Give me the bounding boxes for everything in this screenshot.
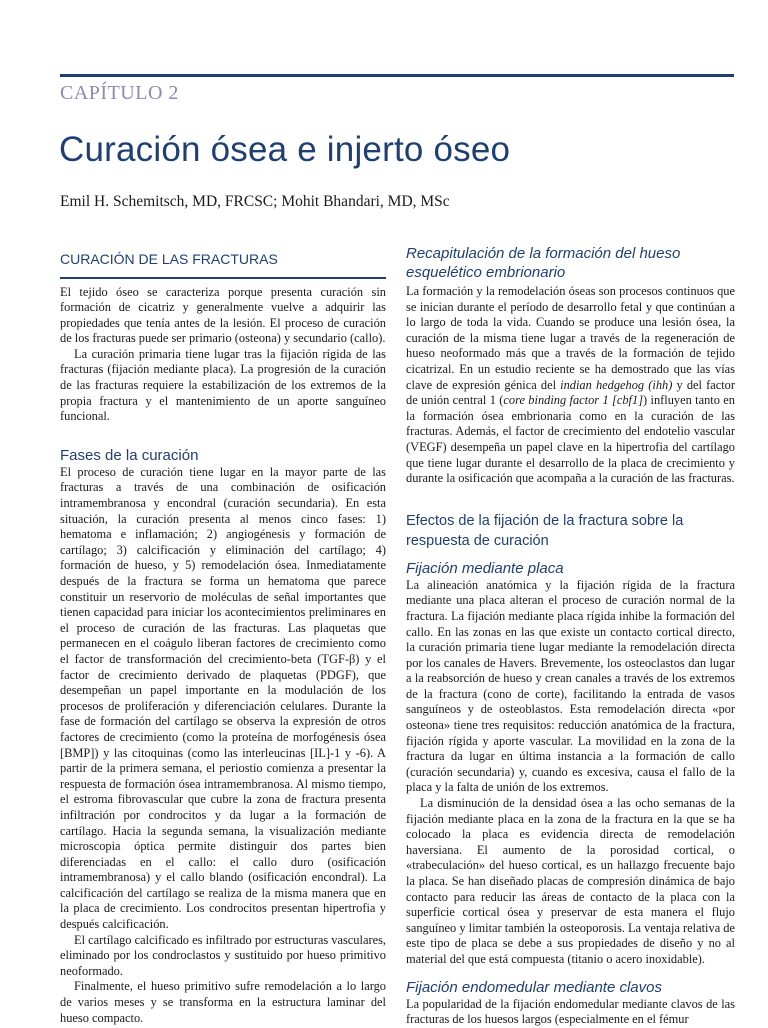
paragraph-recapitulation — [406, 284, 735, 487]
subsection-title-recapitulation: Recapitulación de la formación del hueso esquelético embrionario — [406, 245, 681, 281]
section-title-fracture-healing: CURACIÓN DE LAS FRACTURAS — [60, 251, 278, 267]
paragraph-intro: El tejido óseo se caracteriza porque presenta curación sin formación de cicatriz y generalmente vuelve a adquirir las propiedades que tenía antes de la lesión. El proceso de curación de los fracturas puede ser primario (osteona) y secundario (callo). — [60, 284, 386, 346]
page-title: Curación ósea e injerto óseo — [59, 130, 511, 169]
authors: Emil H. Schemitsch, MD, FRCSC; Mohit Bhandari, MD, MSc — [60, 193, 450, 210]
right-column — [406, 244, 735, 1028]
chapter-label: CAPÍTULO 2 — [60, 82, 179, 104]
paragraph-recapitulation-part-1: La formación y la remodelación óseas son procesos continuos que se inician durante el período de desarrollo fetal y que continúan a lo largo de toda la vida. Cuando se produce una lesión ósea, la curación de la misma tiene lugar a través de la regeneración de hueso neoformado más que a través de la formación de tejido cicatrizal. En un estudio reciente se ha demostrado que las vías clave de expresión génica del — [406, 284, 735, 392]
left-column — [60, 244, 386, 1026]
paragraph-primary-healing: La curación primaria tiene lugar tras la fijación rígida de las fracturas (fijación mediante placa). La progresión de la curación de las fracturas requiere la estabilización de los extremos de la propia fractura y el mantenimiento de un aporte sanguíneo funcional. — [60, 346, 386, 424]
paragraph-recapitulation-part-3: ) influyen tanto en la formación ósea embrionaria como en la curación de las fracturas. Además, el factor de crecimiento del endotelio vascular (VEGF) desempeña un papel clave en la hipertrofia del cartílago que tiene lugar durante el desarrollo de la placa de crecimiento y durante la osificación que acompaña a la curación de las fracturas. — [406, 393, 736, 486]
gene-name-cbf1: core binding factor 1 [cbf1] — [503, 393, 644, 408]
paragraph-bone-density: La disminución de la densidad ósea a las ocho semanas de la fijación mediante placa en la zona de la fractura en la que se ha colocado la placa es evidencia directa de remodelación haversiana. El aumento de la porosidad cortical, o «trabeculación» del hueso cortical, es un hallazgo frecuente bajo la placa. Se han diseñado placas de compresión dinámica de bajo contacto para reducir las áreas de contacto de la placa con la superficie cortical ósea y preservar de esta manera el flujo sanguíneo y limitar también la osteoporosis. La ventaja relativa de este tipo de placa se debe a sus propiedades de diseño y no al material del que está compuesta (titanio o acero inoxidable). — [406, 796, 735, 966]
paragraph-calcified-cartilage: El cartílago calcificado es infiltrado por estructuras vasculares, eliminado por los condroclastos y sustituido por hueso primitivo neoformado. — [60, 932, 386, 978]
gene-name-ihh: indian hedgehog (ihh) — [560, 377, 673, 392]
subsection-title-intramedullary: Fijación endomedular mediante clavos — [406, 978, 662, 996]
section-title-fixation-effects: Efectos de la fijación de la fractura sobre la respuesta de curación — [406, 512, 684, 549]
top-rule — [60, 74, 734, 77]
paragraph-plate-fixation: La alineación anatómica y la fijación rígida de la fractura mediante una placa alteran el proceso de curación normal de la fractura. La fijación mediante placa rígida inhibe la formación del callo. En las zonas en las que existe un contacto cortical directo, la curación primaria tiene lugar mediante la remodelación directa por los canales de Havers. Brevemente, los osteoclastos dan lugar a la reabsorción de hueso y crean canales a través de los extremos de la fractura (cono de corte), facilitando la entrada de vasos sanguíneos y de osteoblastos. Esta remodelación directa «por osteona» tiene tres requisitos: reducción anatómica de la fractura, fijación rígida y aporte vascular. La movilidad en la zona de la fractura da lugar en última instancia a la formación de callo (curación secundaria) y, cuando es excesiva, causa el fallo de la placa y la falta de unión de los extremos. — [406, 577, 735, 795]
paragraph-phases: El proceso de curación tiene lugar en la mayor parte de las fracturas a través de una combinación de osificación intramembranosa y encondral (curación secundaria). En esta situación, la curación presenta al menos cinco fases: 1) hematoma e inflamación; 2) angiogénesis y formación de cartílago; 3) calcificación y eliminación del cartílago; 4) formación de hueso, y 5) remodelación ósea. Inmediatamente después de la fractura se forma un hematoma que parece constituir un reservorio de moléculas de señal importantes que tienen capacidad para iniciar los acontecimientos preliminares en el proceso de curación de las fracturas. Las plaquetas que permanecen en el coágulo liberan factores de crecimiento como el factor de transformación del crecimiento-beta (TGF-β) y el factor de crecimiento derivado de plaquetas (PDGF), que desempeñan un papel importante en la modulación de los procesos de proliferación y diferenciación celulares. Durante la fase de formación del cartílago se observa la expresión de otros factores de crecimiento (como la proteína de morfogénesis ósea [BMP]) y las citoquinas (como las interleucinas [IL]-1 y -6). A partir de la primera semana, el periostio comienza a presentar la respuesta de formación ósea intramembranosa. Al mismo tiempo, el estroma fibrovascular que cubre la zona de fractura presenta infiltración por condrocitos y da lugar a la formación de cartílago. Hacia la segunda semana, la visualización mediante microscopia óptica permite distinguir dos partes bien diferenciadas en el callo: el callo duro (osificación intramembranosa) y el callo blando (osificación encondral). La calcificación del cartílago se realiza de la misma manera que en la placa de crecimiento. Los condrocitos presentan hipertrofia y después calcificación. — [60, 464, 386, 932]
subsection-title-phases: Fases de la curación — [60, 446, 199, 464]
paragraph-remodeling: Finalmente, el hueso primitivo sufre remodelación a lo largo de varios meses y se transforma en la estructura laminar del hueso compacto. — [60, 979, 386, 1025]
paragraph-recapitulation-part-2: y del factor de unión central 1 ( — [406, 377, 735, 408]
paragraph-intramedullary: La popularidad de la fijación endomedular mediante clavos de las fracturas de los huesos largos (especialmente en el fémur — [406, 996, 735, 1027]
section-rule — [60, 277, 386, 279]
subsection-title-plate-fixation: Fijación mediante placa — [406, 559, 564, 577]
